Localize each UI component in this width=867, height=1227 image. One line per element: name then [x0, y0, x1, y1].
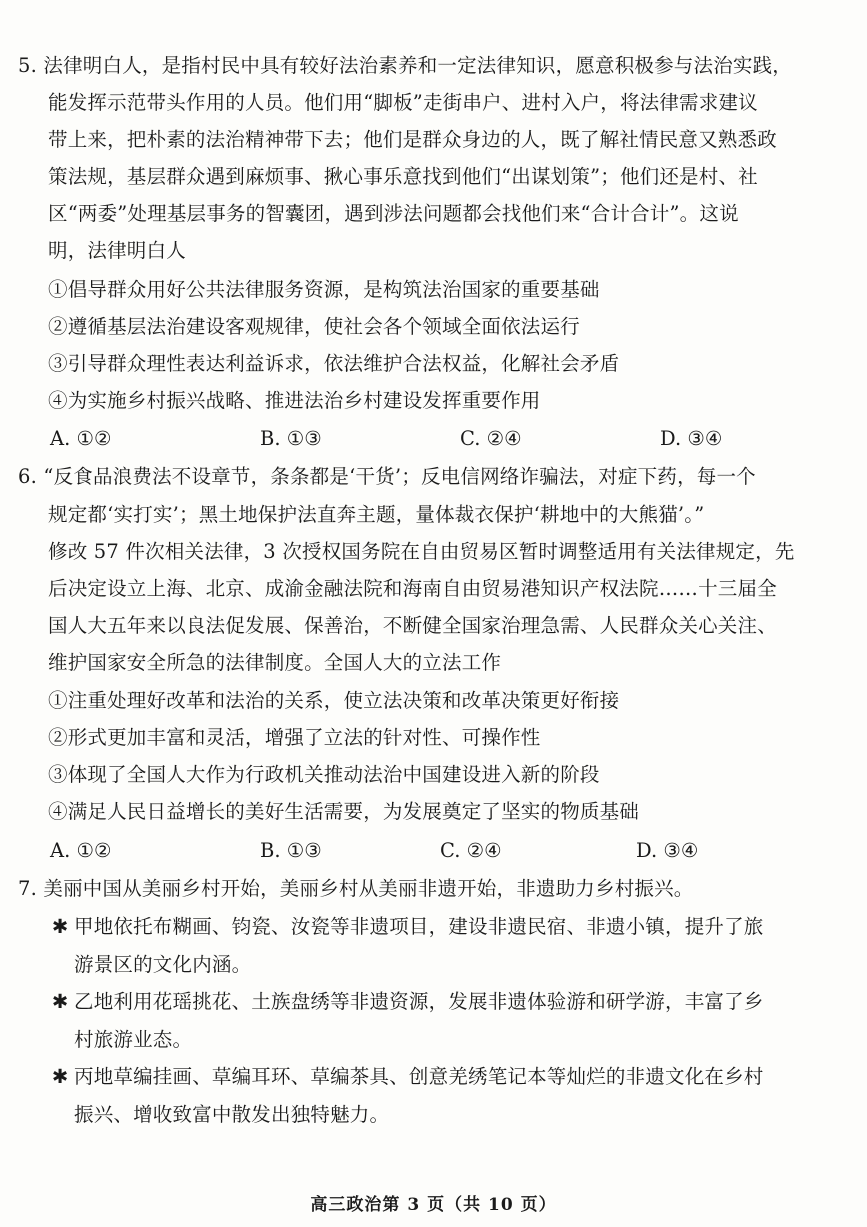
- q6-option-d: D. ③④: [636, 839, 699, 862]
- q5-line-3: 带上来，把朴素的法治精神带下去；他们是群众身边的人，既了解社情民意又熟悉政: [48, 128, 777, 151]
- q6-option-c: C. ②④: [440, 839, 502, 862]
- q5-option-d: D. ③④: [660, 427, 723, 450]
- q6-item-3: ③体现了全国人大作为行政机关推动法治中国建设进入新的阶段: [48, 763, 600, 786]
- q6-line-6: 维护国家安全所急的法律制度。全国人大的立法工作: [48, 651, 502, 674]
- q5-item-1: ①倡导群众用好公共法律服务资源，是构筑法治国家的重要基础: [48, 278, 600, 301]
- q7-bullet-2-cont: 村旅游业态。: [74, 1028, 193, 1051]
- q6-line-1: 6. “反食品浪费法不设章节，条条都是‘干货’；反电信网络诈骗法，对症下药，每一个: [18, 465, 756, 488]
- q7-bullet-3-cont: 振兴、增收致富中散发出独特魅力。: [74, 1103, 390, 1126]
- q7-bullet-2-text: 乙地利用花瑶挑花、土族盘绣等非遗资源，发展非遗体验游和研学游，丰富了乡: [74, 990, 764, 1013]
- q7-bullet-1-text: 甲地依托布糊画、钧瓷、汝瓷等非遗项目，建设非遗民宿、非遗小镇，提升了旅: [74, 915, 764, 938]
- q6-line-2: 规定都‘实打实’；黑土地保护法直奔主题，量体裁衣保护‘耕地中的大熊猫’。”: [48, 503, 705, 526]
- q5-item-3: ③引导群众理性表达利益诉求，依法维护合法权益，化解社会矛盾: [48, 352, 620, 375]
- q5-line-2: 能发挥示范带头作用的人员。他们用“脚板”走街串户、进村入户，将法律需求建议: [48, 91, 758, 114]
- q6-line-4: 后决定设立上海、北京、成渝金融法院和海南自由贸易港知识产权法院……十三届全: [48, 577, 777, 600]
- q7-bullet-3-text: 丙地草编挂画、草编耳环、草编茶具、创意羌绣笔记本等灿烂的非遗文化在乡村: [74, 1065, 764, 1088]
- q5-item-4: ④为实施乡村振兴战略、推进法治乡村建设发挥重要作用: [48, 389, 541, 412]
- q6-item-2: ②形式更加丰富和灵活，增强了立法的针对性、可操作性: [48, 726, 541, 749]
- q6-line-5: 国人大五年来以良法促发展、保善治，不断健全国家治理急需、人民群众关心关注、: [48, 614, 777, 637]
- q7-bullet-1-cont: 游景区的文化内涵。: [74, 953, 252, 976]
- q7-bullet-3: [52, 1063, 764, 1091]
- q5-line-4: 策法规，基层群众遇到麻烦事、揪心事乐意找到他们“出谋划策”；他们还是村、社: [48, 165, 758, 188]
- q6-item-4: ④满足人民日益增长的美好生活需要，为发展奠定了坚实的物质基础: [48, 800, 640, 823]
- q5-line-6: 明，法律明白人: [48, 239, 186, 262]
- q6-line-3: 修改 57 件次相关法律，3 次授权国务院在自由贸易区暂时调整适用有关法律规定，先: [48, 540, 795, 563]
- asterisk-icon: ✱: [52, 990, 69, 1013]
- asterisk-icon: ✱: [52, 915, 69, 938]
- q6-item-1: ①注重处理好改革和法治的关系，使立法决策和改革决策更好衔接: [48, 689, 620, 712]
- q5-item-2: ②遵循基层法治建设客观规律，使社会各个领域全面依法运行: [48, 315, 580, 338]
- q7-bullet-2: [52, 988, 764, 1016]
- q6-option-a: A. ①②: [50, 839, 112, 862]
- q5-option-a: A. ①②: [50, 427, 112, 450]
- page-footer: 高三政治第 3 页（共 10 页）: [310, 1195, 557, 1215]
- q5-option-b: B. ①③: [260, 427, 322, 450]
- q5-line-5: 区“两委”处理基层事务的智囊团，遇到涉法问题都会找他们来“合计合计”。这说: [48, 202, 739, 225]
- q7-intro: 7. 美丽中国从美丽乡村开始，美丽乡村从美丽非遗开始，非遗助力乡村振兴。: [18, 877, 694, 900]
- q5-option-c: C. ②④: [460, 427, 522, 450]
- q7-bullet-1: [52, 913, 764, 941]
- q5-line-1: 5. 法律明白人，是指村民中具有较好法治素养和一定法律知识，愿意积极参与法治实践，: [18, 54, 793, 77]
- q6-option-b: B. ①③: [260, 839, 322, 862]
- asterisk-icon: ✱: [52, 1065, 69, 1088]
